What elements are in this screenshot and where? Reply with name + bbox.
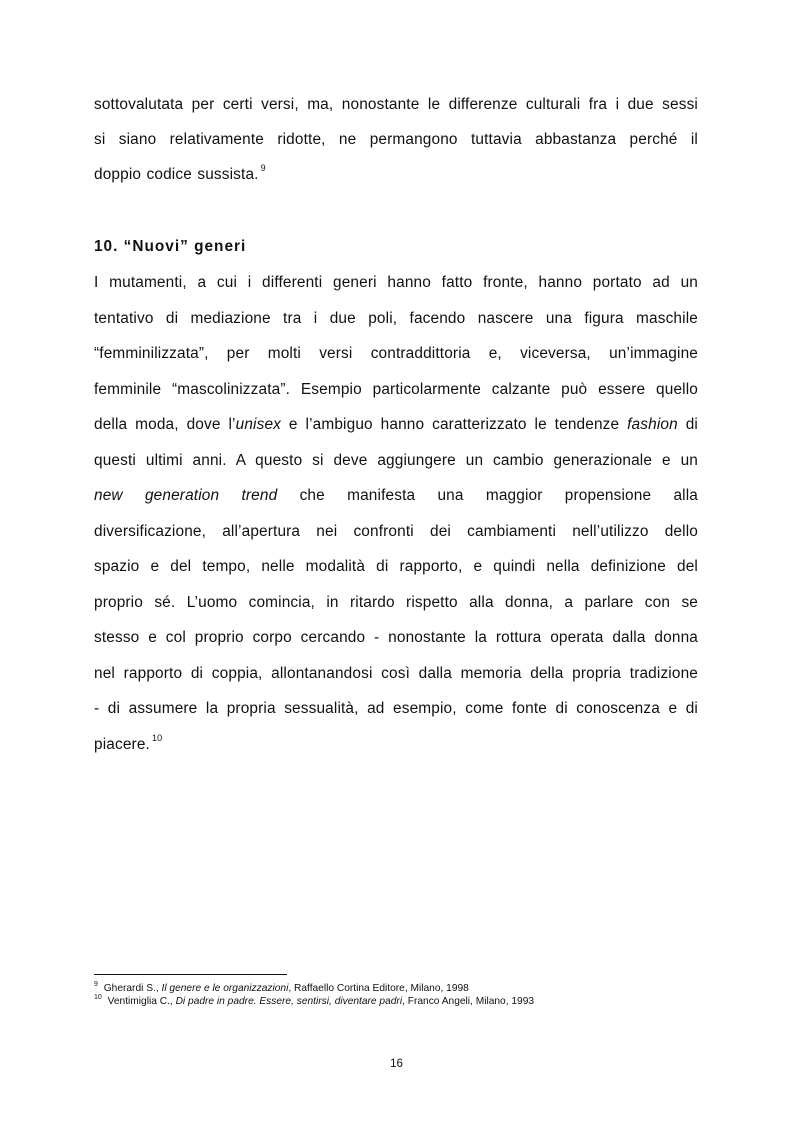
line-text: nel rapporto di coppia, allontanandosi così dalla memoria della propria tradizione (94, 665, 698, 682)
line-text: doppio codice sussista. (94, 166, 259, 183)
footnote-9 (94, 980, 469, 995)
line-text: piacere. (94, 736, 150, 753)
paragraph-line (94, 732, 698, 755)
paragraph-line (94, 557, 698, 577)
italic-term-new-generation-trend: new generation trend (94, 487, 278, 504)
paragraph-line (94, 451, 698, 471)
section-heading: 10. “Nuovi” generi (94, 238, 247, 255)
paragraph-line (94, 309, 698, 329)
footnote-10 (94, 993, 535, 1008)
footnote-author: Gherardi S., (100, 983, 162, 994)
line-text: stesso e col proprio corpo cercando - nonostante la rottura operata dalla donna (94, 629, 698, 646)
line-text: sottovalutata per certi versi, ma, nonostante le differenze culturali fra i due sessi (94, 96, 698, 113)
paragraph-line (94, 344, 698, 364)
footnote-ref-9: 9 (260, 162, 266, 173)
paragraph-line (94, 415, 698, 435)
footnote-publisher: , Franco Angeli, Milano, 1993 (402, 996, 535, 1007)
line-text: proprio sé. L’uomo comincia, in ritardo rispetto alla donna, a parlare con se (94, 594, 698, 611)
paragraph-line (94, 522, 698, 542)
line-text: spazio e del tempo, nelle modalità di rapporto, e quindi nella definizione del (94, 558, 698, 575)
line-text: tentativo di mediazione tra i due poli, facendo nascere una figura maschile (94, 310, 698, 327)
paragraph-line (94, 486, 698, 506)
paragraph-line (94, 273, 698, 293)
line-text: che manifesta una maggior propensione alla (277, 487, 698, 504)
paragraph-line (94, 699, 698, 719)
footnote-title: Di padre in padre. Essere, sentirsi, diventare padri (175, 996, 403, 1007)
line-text: femminile “mascolinizzata”. Esempio particolarmente calzante può essere quello (94, 381, 698, 398)
italic-term-unisex: unisex (235, 416, 282, 433)
paragraph-line (94, 664, 698, 684)
page-number: 16 (390, 1058, 403, 1070)
footnote-author: Ventimiglia C., (104, 996, 176, 1007)
footnote-mark: 10 (94, 993, 102, 1001)
footnote-publisher: , Raffaello Cortina Editore, Milano, 1998 (288, 983, 469, 994)
line-text: I mutamenti, a cui i differenti generi hanno fatto fronte, hanno portato ad un (94, 274, 698, 291)
line-text: della moda, dove l’ (94, 416, 236, 433)
paragraph-line (94, 593, 698, 613)
line-text: di (677, 416, 698, 433)
line-text: “femminilizzata”, per molti versi contraddittoria e, viceversa, un’immagine (94, 345, 698, 362)
paragraph-line (94, 95, 698, 115)
footnote-mark: 9 (94, 980, 98, 988)
line-text: - di assumere la propria sessualità, ad esempio, come fonte di conoscenza e di (94, 700, 698, 717)
paragraph-line (94, 162, 698, 185)
line-text: e l’ambiguo hanno caratterizzato le tendenze (281, 416, 628, 433)
line-text: questi ultimi anni. A questo si deve aggiungere un cambio generazionale e un (94, 452, 698, 469)
line-text: diversificazione, all’apertura nei confronti dei cambiamenti nell’utilizzo dello (94, 523, 698, 540)
line-text: si siano relativamente ridotte, ne permangono tuttavia abbastanza perché il (94, 131, 698, 148)
paragraph-line (94, 380, 698, 400)
paragraph-line (94, 130, 698, 150)
footnote-title: Il genere e le organizzazioni (161, 983, 289, 994)
italic-term-fashion: fashion (627, 416, 678, 433)
footnote-separator (94, 974, 287, 975)
footnote-ref-10: 10 (151, 732, 163, 743)
paragraph-line (94, 628, 698, 648)
